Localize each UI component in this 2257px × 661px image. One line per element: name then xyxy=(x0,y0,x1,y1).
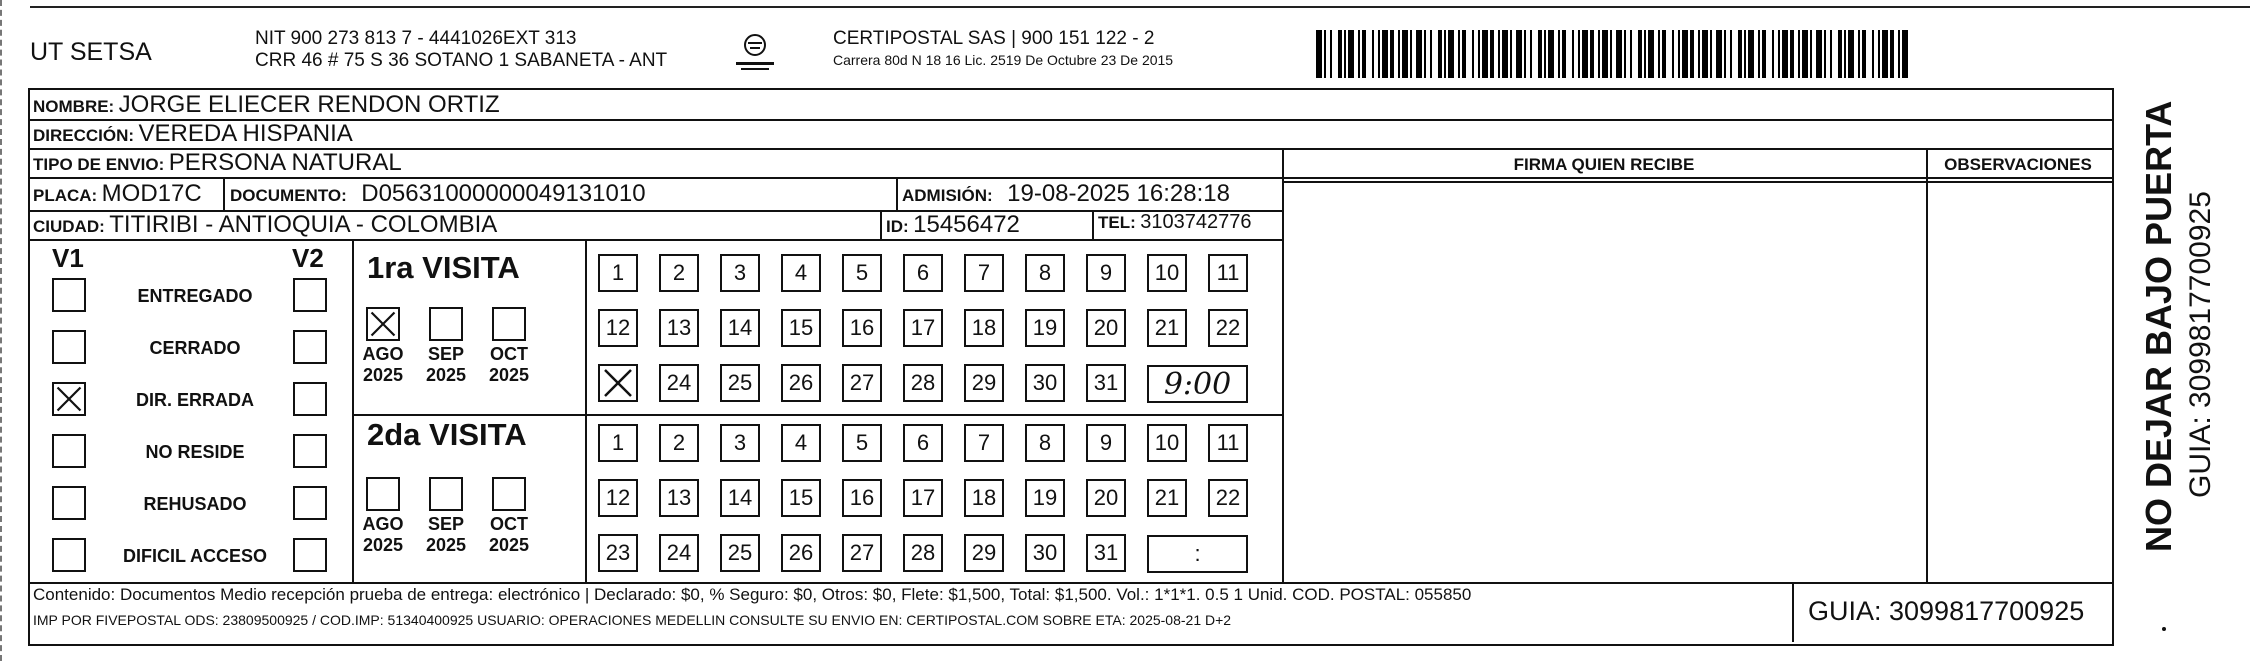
first-visit-day-box[interactable]: 12 xyxy=(598,309,638,347)
second-visit-day-box[interactable]: 10 xyxy=(1147,424,1187,462)
second-visit-day-box[interactable]: 9 xyxy=(1086,424,1126,462)
first-visit-month-label: OCT 2025 xyxy=(488,344,530,385)
first-visit-day-box[interactable]: 28 xyxy=(903,364,943,402)
direccion-value: VEREDA HISPANIA xyxy=(138,120,353,147)
first-visit-day-box[interactable]: 8 xyxy=(1025,254,1065,292)
first-visit-day-box[interactable]: 7 xyxy=(964,254,1004,292)
admision-cell xyxy=(902,180,1230,208)
first-visit-day-box[interactable]: 6 xyxy=(903,254,943,292)
second-visit-month-checkbox[interactable] xyxy=(429,477,463,511)
first-visit-day-box[interactable]: 24 xyxy=(659,364,699,402)
first-visit-title: 1ra VISITA xyxy=(367,250,520,285)
first-visit-month-checkbox[interactable] xyxy=(429,307,463,341)
footer-guia: GUIA: 3099817700925 xyxy=(1808,596,2085,626)
second-visit-day-box[interactable]: 6 xyxy=(903,424,943,462)
second-visit-day-box[interactable]: 16 xyxy=(842,479,882,517)
placa-label: PLACA: xyxy=(33,186,98,205)
first-visit-day-box[interactable]: 14 xyxy=(720,309,760,347)
observaciones-header: OBSERVACIONES xyxy=(1944,155,2092,174)
second-visit-month-label: OCT 2025 xyxy=(488,514,530,555)
tel-value: 3103742776 xyxy=(1140,211,1252,233)
first-visit-day-box[interactable]: 11 xyxy=(1208,254,1248,292)
second-visit-day-box[interactable]: 4 xyxy=(781,424,821,462)
v2-checkbox[interactable] xyxy=(293,538,327,572)
first-visit-day-box[interactable]: 26 xyxy=(781,364,821,402)
nombre-label: NOMBRE: xyxy=(33,97,115,116)
status-label: NO RESIDE xyxy=(145,442,245,462)
first-visit-day-box[interactable]: 9 xyxy=(1086,254,1126,292)
first-visit-day-box[interactable]: 22 xyxy=(1208,309,1248,347)
first-visit-day-box[interactable]: 29 xyxy=(964,364,1004,402)
first-visit-day-box[interactable]: 15 xyxy=(781,309,821,347)
second-visit-day-box[interactable]: 5 xyxy=(842,424,882,462)
direccion-label: DIRECCIÓN: xyxy=(33,126,135,145)
first-visit-day-box[interactable]: 19 xyxy=(1025,309,1065,347)
documento-value: D05631000000049131010 xyxy=(361,180,646,207)
documento-cell xyxy=(230,180,646,208)
second-visit-time-box[interactable]: : xyxy=(1147,535,1248,573)
second-visit-month-checkbox[interactable] xyxy=(366,477,400,511)
left-margin-marks xyxy=(0,0,8,661)
first-visit-day-box[interactable]: 20 xyxy=(1086,309,1126,347)
address-line: CRR 46 # 75 S 36 SOTANO 1 SABANETA - ANT xyxy=(255,50,668,71)
certipostal-logo xyxy=(733,30,777,76)
v1-checkbox[interactable] xyxy=(52,486,86,520)
second-visit-day-box[interactable]: 28 xyxy=(903,534,943,572)
documento-label: DOCUMENTO: xyxy=(230,186,347,205)
second-visit-day-box[interactable]: 27 xyxy=(842,534,882,572)
observations-area[interactable] xyxy=(1928,183,2108,580)
id-value: 15456472 xyxy=(913,211,1020,238)
placa-value: MOD17C xyxy=(101,180,202,207)
first-visit-day-box[interactable]: 13 xyxy=(659,309,699,347)
nombre-value: JORGE ELIECER RENDON ORTIZ xyxy=(118,91,500,118)
first-visit-day-box[interactable]: 25 xyxy=(720,364,760,402)
first-visit-day-box[interactable]: 17 xyxy=(903,309,943,347)
ciudad-value: TITIRIBI - ANTIOQUIA - COLOMBIA xyxy=(109,211,498,238)
first-visit-day-box[interactable]: 31 xyxy=(1086,364,1126,402)
contenido-line: Contenido: Documentos Medio recepción prueba de entrega: electrónico | Declarado: $0, % Seguro: $0, Otros: $0, Flete: $1,500, Total: $1,500. Vol.: 1*1*1. 0.5 1 Unid. COD. POSTAL: 055850 xyxy=(33,585,1472,604)
top-border-line xyxy=(30,6,2250,8)
second-visit-day-box[interactable]: 31 xyxy=(1086,534,1126,572)
second-visit-month-label: AGO 2025 xyxy=(362,514,404,555)
v1-header: V1 xyxy=(52,243,84,273)
second-visit-day-box[interactable]: 18 xyxy=(964,479,1004,517)
ciudad-label: CIUDAD: xyxy=(33,217,105,236)
tel-label: TEL: xyxy=(1098,213,1136,232)
second-visit-day-box[interactable]: 23 xyxy=(598,534,638,572)
first-visit-day-box[interactable]: 27 xyxy=(842,364,882,402)
second-visit-day-box[interactable]: 12 xyxy=(598,479,638,517)
first-visit-day-box[interactable]: 2 xyxy=(659,254,699,292)
second-visit-day-box[interactable]: 11 xyxy=(1208,424,1248,462)
barcode xyxy=(1316,30,1909,78)
v1-checkbox[interactable] xyxy=(52,434,86,468)
v1-checkbox[interactable] xyxy=(52,538,86,572)
second-visit-day-box[interactable]: 22 xyxy=(1208,479,1248,517)
first-visit-day-box[interactable] xyxy=(598,364,638,402)
certipostal-license: Carrera 80d N 18 16 Lic. 2519 De Octubre 23 De 2015 xyxy=(833,52,1174,68)
second-visit-day-box[interactable]: 2 xyxy=(659,424,699,462)
ciudad-cell xyxy=(33,211,497,239)
second-visit-day-box[interactable]: 14 xyxy=(720,479,760,517)
id-label: ID: xyxy=(886,217,909,236)
v2-checkbox[interactable] xyxy=(293,330,327,364)
no-dejar-warning: NO DEJAR BAJO PUERTA xyxy=(2138,100,2179,552)
first-visit-day-box[interactable]: 5 xyxy=(842,254,882,292)
second-visit-day-box[interactable]: 19 xyxy=(1025,479,1065,517)
id-cell xyxy=(886,211,1020,239)
status-label: REHUSADO xyxy=(143,494,247,514)
first-visit-day-box[interactable]: 18 xyxy=(964,309,1004,347)
second-visit-day-box[interactable]: 26 xyxy=(781,534,821,572)
v2-header: V2 xyxy=(292,243,324,273)
second-visit-day-box[interactable]: 30 xyxy=(1025,534,1065,572)
first-visit-day-box[interactable]: 4 xyxy=(781,254,821,292)
second-visit-day-box[interactable]: 13 xyxy=(659,479,699,517)
company-name: UT SETSA xyxy=(30,38,152,66)
second-visit-day-box[interactable]: 21 xyxy=(1147,479,1187,517)
first-visit-time-box[interactable]: 9:00 xyxy=(1147,365,1248,403)
second-visit-day-box[interactable]: 3 xyxy=(720,424,760,462)
first-visit-month-checkbox[interactable] xyxy=(366,307,400,341)
direccion-row xyxy=(33,120,353,148)
v1-checkbox[interactable] xyxy=(52,382,86,416)
tipo-envio-value: PERSONA NATURAL xyxy=(168,149,402,176)
certipostal-line: CERTIPOSTAL SAS | 900 151 122 - 2 xyxy=(833,28,1155,49)
first-visit-day-box[interactable]: 16 xyxy=(842,309,882,347)
status-label: DIR. ERRADA xyxy=(135,390,254,410)
tipo-envio-row xyxy=(33,149,402,177)
v2-checkbox[interactable] xyxy=(293,382,327,416)
signature-area[interactable] xyxy=(1284,183,1924,580)
v1-checkbox[interactable] xyxy=(52,330,86,364)
second-visit-day-box[interactable]: 1 xyxy=(598,424,638,462)
firma-header: FIRMA QUIEN RECIBE xyxy=(1513,155,1695,174)
second-visit-day-box[interactable]: 20 xyxy=(1086,479,1126,517)
second-visit-month-checkbox[interactable] xyxy=(492,477,526,511)
dot xyxy=(2162,627,2166,631)
nit-line: NIT 900 273 813 7 - 4441026EXT 313 xyxy=(255,28,577,49)
second-visit-day-box[interactable]: 15 xyxy=(781,479,821,517)
status-label: CERRADO xyxy=(149,338,241,358)
second-visit-day-box[interactable]: 29 xyxy=(964,534,1004,572)
v1-checkbox[interactable] xyxy=(52,278,86,312)
imp-line: IMP POR FIVEPOSTAL ODS: 23809500925 / COD.IMP: 51340400925 USUARIO: OPERACIONES MEDELLIN CONSULTE SU ENVIO EN: CERTIPOSTAL.COM SOBRE ETA: 2025-08-21 D+2 xyxy=(33,612,1232,628)
placa-cell xyxy=(33,180,202,208)
tel-cell xyxy=(1098,211,1251,234)
first-visit-month-checkbox[interactable] xyxy=(492,307,526,341)
second-visit-title: 2da VISITA xyxy=(367,417,527,452)
second-visit-day-box[interactable]: 17 xyxy=(903,479,943,517)
admision-label: ADMISIÓN: xyxy=(902,186,993,205)
status-label: DIFICIL ACCESO xyxy=(122,546,267,566)
first-visit-day-box[interactable]: 3 xyxy=(720,254,760,292)
v2-checkbox[interactable] xyxy=(293,278,327,312)
nombre-row xyxy=(33,91,500,119)
first-visit-day-box[interactable]: 30 xyxy=(1025,364,1065,402)
tipo-envio-label: TIPO DE ENVIO: xyxy=(33,155,165,174)
first-visit-month-label: SEP 2025 xyxy=(425,344,467,385)
v2-checkbox[interactable] xyxy=(293,434,327,468)
first-visit-day-box[interactable]: 10 xyxy=(1147,254,1187,292)
first-visit-day-box[interactable]: 1 xyxy=(598,254,638,292)
second-visit-day-box[interactable]: 7 xyxy=(964,424,1004,462)
admision-value: 19-08-2025 16:28:18 xyxy=(1007,180,1230,207)
status-label: ENTREGADO xyxy=(137,286,253,306)
second-visit-day-box[interactable]: 24 xyxy=(659,534,699,572)
second-visit-day-box[interactable]: 25 xyxy=(720,534,760,572)
side-guia: GUIA: 3099817700925 xyxy=(2184,191,2217,498)
second-visit-month-label: SEP 2025 xyxy=(425,514,467,555)
second-visit-day-box[interactable]: 8 xyxy=(1025,424,1065,462)
first-visit-day-box[interactable]: 21 xyxy=(1147,309,1187,347)
v2-checkbox[interactable] xyxy=(293,486,327,520)
first-visit-month-label: AGO 2025 xyxy=(362,344,404,385)
